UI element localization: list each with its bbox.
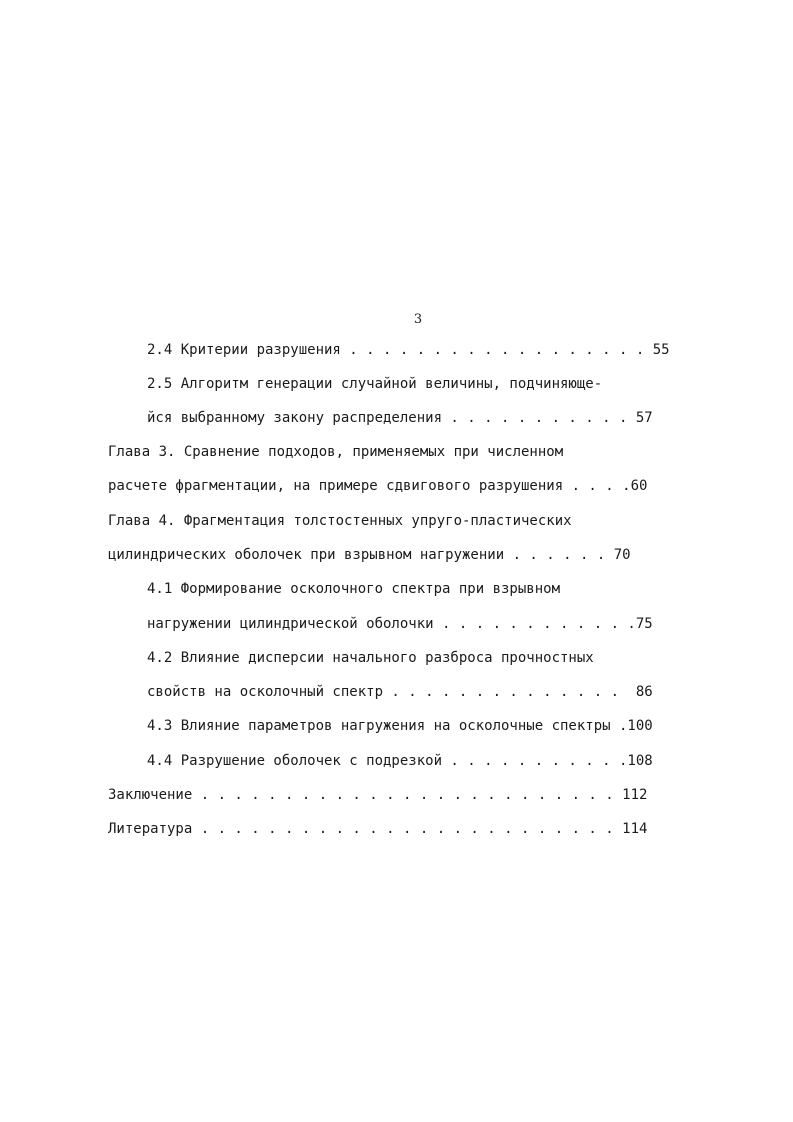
toc-entry-4-3 — [147, 716, 653, 736]
toc-entry-4-1 — [147, 579, 560, 599]
toc-entry-2-4 — [147, 340, 670, 360]
toc-entry-text: йся выбранному закону распределения . . . . . . . . . . . 57 — [147, 410, 653, 426]
toc-entry-text: 4.3 Влияние параметров нагружения на осколочные спектры .100 — [147, 718, 653, 734]
toc-entry-text: Литература . . . . . . . . . . . . . . . . . . . . . . . . . 114 — [108, 821, 648, 837]
toc-entry-4-1-continued — [147, 614, 653, 634]
toc-entry-chapter-4 — [108, 511, 572, 531]
toc-entry-text: нагружении цилиндрической оболочки . . . . . . . . . . . .75 — [147, 616, 653, 632]
toc-entry-text: Глава 4. Фрагментация толстостенных упруго-пластических — [108, 513, 572, 529]
toc-entry-text: 2.4 Критерии разрушения . . . . . . . . . . . . . . . . . . 55 — [147, 342, 670, 358]
toc-entry-text: расчете фрагментации, на примере сдвигового разрушения . . . .60 — [108, 478, 648, 494]
toc-entry-chapter-4-continued — [108, 545, 631, 565]
toc-entry-text: 4.1 Формирование осколочного спектра при взрывном — [147, 581, 561, 597]
toc-entry-4-2-continued — [147, 682, 653, 702]
toc-entry-4-4 — [147, 751, 653, 771]
page-number: 3 — [413, 312, 423, 327]
toc-entry-chapter-3-continued — [108, 476, 647, 496]
toc-entry-text: Глава 3. Сравнение подходов, применяемых при численном — [108, 444, 564, 460]
toc-entry-conclusion — [108, 785, 647, 805]
toc-entry-2-5 — [147, 374, 602, 394]
toc-entry-text: свойств на осколочный спектр . . . . . . . . . . . . . . 86 — [147, 684, 653, 700]
toc-entry-text: цилиндрических оболочек при взрывном нагружении . . . . . . 70 — [108, 547, 631, 563]
toc-entry-text: 4.2 Влияние дисперсии начального разброса прочностных — [147, 650, 594, 666]
toc-entry-text: 4.4 Разрушение оболочек с подрезкой . . . . . . . . . . .108 — [147, 753, 653, 769]
toc-entry-text: Заключение . . . . . . . . . . . . . . . . . . . . . . . . . 112 — [108, 787, 648, 803]
toc-entry-2-5-continued — [147, 408, 653, 428]
toc-entry-text: 2.5 Алгоритм генерации случайной величины, подчиняюще- — [147, 376, 603, 392]
toc-entry-chapter-3 — [108, 442, 563, 462]
toc-entry-references — [108, 819, 647, 839]
toc-entry-4-2 — [147, 648, 594, 668]
